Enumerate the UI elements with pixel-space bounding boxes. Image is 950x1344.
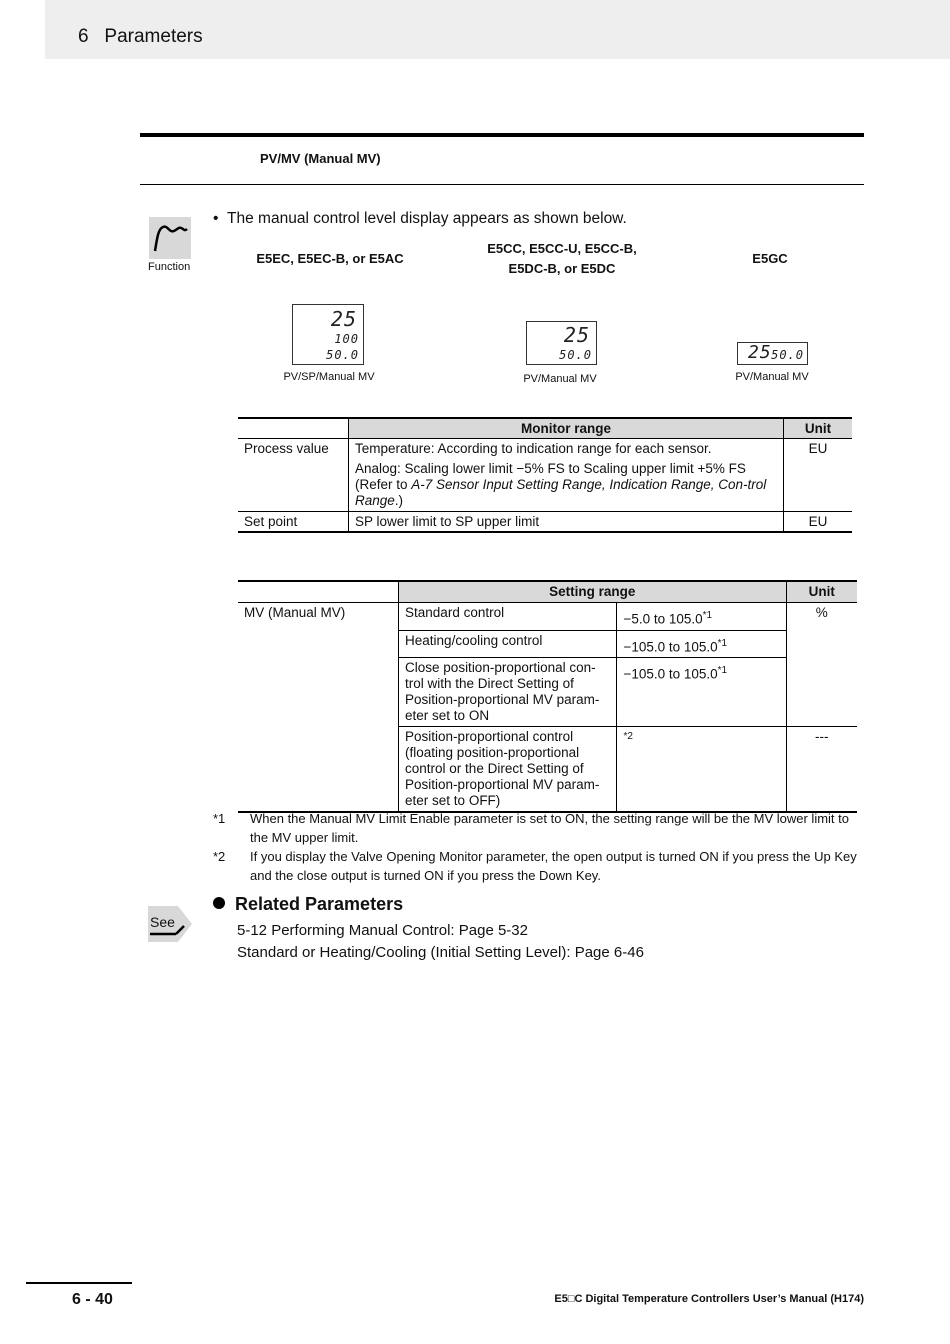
caption-e5cc: PV/Manual MV <box>523 373 597 385</box>
intro-bullet <box>213 210 627 228</box>
chapter-header <box>78 26 203 48</box>
bullet-dot-icon <box>213 897 225 909</box>
table-row: Position-proportional control (floating position-proportional control or the Direct Setting of Position-proportional MV param- eter set to OFF) *2 --- <box>238 727 857 813</box>
function-label: Function <box>148 261 191 273</box>
unit-header: Unit <box>784 418 853 439</box>
caption-e5gc: PV/Manual MV <box>735 371 809 383</box>
intro-text: The manual control level display appears as shown below. <box>227 210 627 227</box>
footnote-1: *1 When the Manual MV Limit Enable parameter is set to ON, the setting range will be the MV lower limit to the MV upper limit. <box>213 811 849 845</box>
related-link-2[interactable]: Standard or Heating/Cooling (Initial Setting Level): Page 6-46 <box>237 944 644 961</box>
unit-header: Unit <box>786 581 857 603</box>
footnote-2: *2 If you display the Valve Opening Monitor parameter, the open output is turned ON if you press the Up Key and the close output is turned ON if you press the Down Key. <box>213 849 857 883</box>
monitor-range-table <box>238 417 852 533</box>
see-label: See <box>150 914 175 930</box>
setting-range-header: Setting range <box>399 581 786 603</box>
section-rule-top <box>140 133 864 137</box>
display-e5ec: 25 100 50.0 <box>292 304 364 365</box>
table-row: Process value Temperature: According to indication range for each sensor. Analog: Scaling lower limit −5% FS to Scaling upper limit +5% FS (Refer to A-7 Sensor Input Setting Range, Indication Range, Con-trol Range.) EU <box>238 439 852 512</box>
chapter-number: 6 <box>78 26 89 47</box>
table-row: Close position-proportional con- trol with the Direct Setting of Position-proportional MV param- eter set to ON −105.0 to 105.0$^{*1}$ <box>238 658 857 727</box>
display-e5cc: 25 50.0 <box>526 321 597 365</box>
footer-rule <box>26 1282 132 1284</box>
table-row: Heating/cooling control −105.0 to 105.0$^{*1}$ <box>238 630 857 658</box>
table-header-row <box>238 418 852 439</box>
model-name-3: E5GC <box>752 251 788 266</box>
section-rule-bottom <box>140 184 864 185</box>
see-icon <box>148 912 192 948</box>
caption-e5ec: PV/SP/Manual MV <box>283 371 375 383</box>
bullet-icon: • <box>213 210 228 227</box>
table-row: Set point SP lower limit to SP upper limit EU <box>238 512 852 533</box>
setting-range-table <box>238 580 857 813</box>
display-e5gc: 25 50.0 <box>737 342 808 365</box>
chapter-title: Parameters <box>104 26 203 47</box>
model-name-2: E5CC, E5CC-U, E5CC-B, E5DC-B, or E5DC <box>487 241 637 276</box>
related-link-1[interactable]: 5-12 Performing Manual Control: Page 5-32 <box>237 922 528 939</box>
page-number: 6 - 40 <box>72 1291 113 1308</box>
model-name-1: E5EC, E5EC-B, or E5AC <box>256 251 404 266</box>
manual-title: E5□C Digital Temperature Controllers User’s Manual (H174) <box>554 1293 864 1305</box>
monitor-range-header: Monitor range <box>349 418 784 439</box>
table-row: MV (Manual MV) Standard control −5.0 to 105.0$^{*1}$ % <box>238 603 857 631</box>
table-header-row <box>238 581 857 603</box>
section-title: PV/MV (Manual MV) <box>260 151 381 166</box>
related-parameters-title: Related Parameters <box>213 894 403 915</box>
function-icon <box>149 217 191 259</box>
